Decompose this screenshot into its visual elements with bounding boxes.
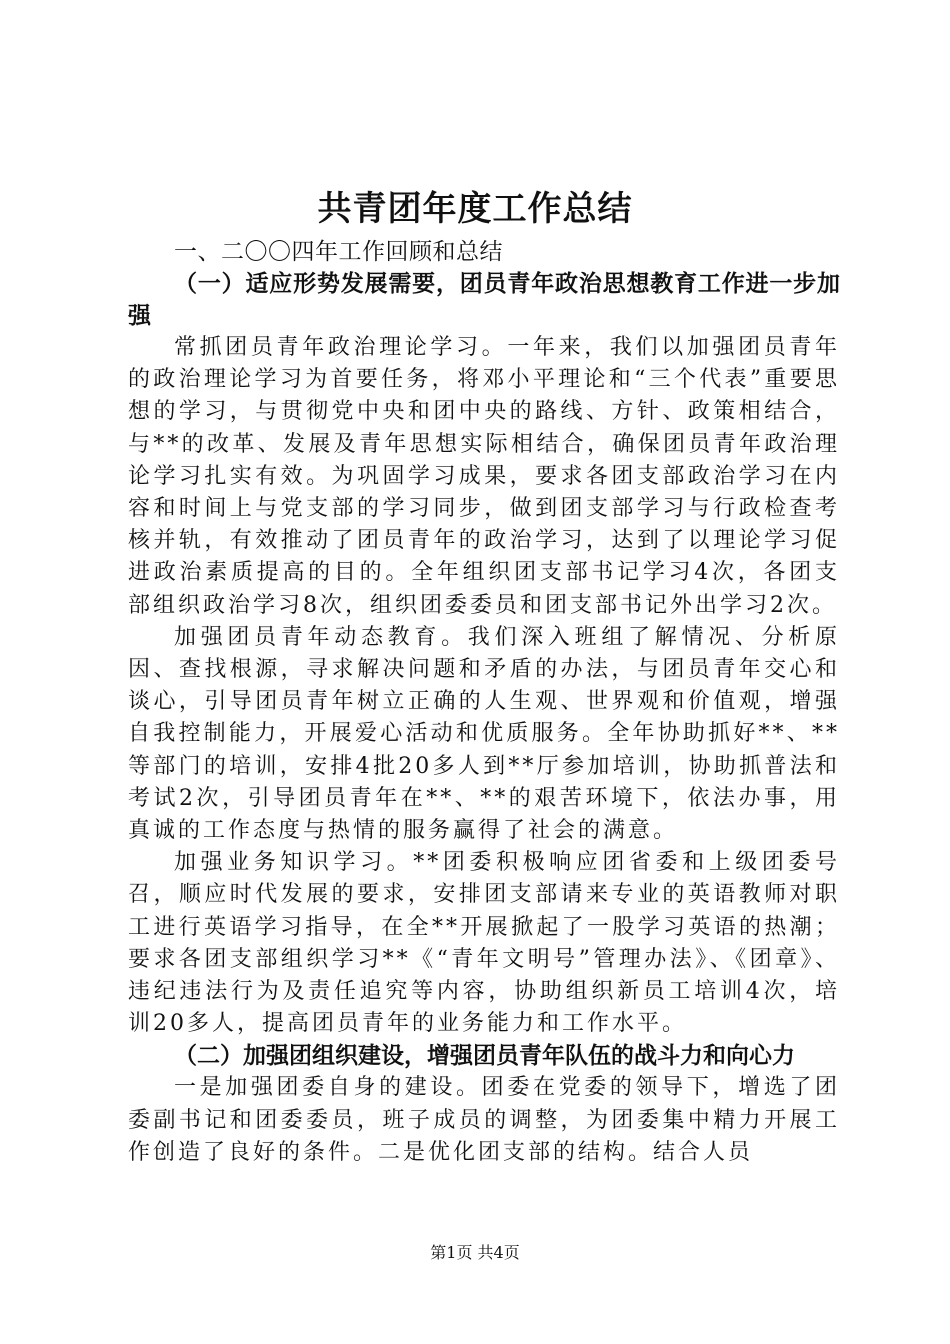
page-footer: 第1页 共4页 — [430, 1243, 520, 1262]
document-body — [128, 236, 840, 1169]
body-paragraph: 一是加强团委自身的建设。团委在党委的领导下，增选了团委副书记和团委委员，班子成员的调整，为团委集中精力开展工作创造了良好的条件。二是优化团支部的结构。结合人员 — [128, 1075, 840, 1165]
subsection-heading: （二）加强团组织建设，增强团员青年队伍的战斗力和向心力 — [174, 1043, 795, 1070]
section-heading: 一、二〇〇四年工作回顾和总结 — [174, 239, 503, 265]
body-paragraph: 加强团员青年动态教育。我们深入班组了解情况、分析原因、查找根源，寻求解决问题和矛盾的办法，与团员青年交心和谈心，引导团员青年树立正确的人生观、世界观和价值观，增强自我控制能力，开展爱心活动和优质服务。全年协助抓好**、**等部门的培训，安排4批20多人到**厅参加培训，协助抓普法和考试2次，引导团员青年在**、**的艰苦环境下，依法办事，用真诚的工作态度与热情的服务赢得了社会的满意。 — [128, 624, 840, 844]
body-paragraph: 常抓团员青年政治理论学习。一年来，我们以加强团员青年的政治理论学习为首要任务，将邓小平理论和“三个代表”重要思想的学习，与贯彻党中央和团中央的路线、方针、政策相结合，与**的改革、发展及青年思想实际相结合，确保团员青年政治理论学习扎实有效。为巩固学习成果，要求各团支部政治学习在内容和时间上与党支部的学习同步，做到团支部学习与行政检查考核并轨，有效推动了团员青年的政治学习，达到了以理论学习促进政治素质提高的目的。全年组织团支部书记学习4次，各团支部组织政治学习8次，组织团委委员和团支部书记外出学习2次。 — [128, 335, 840, 618]
subsection-heading: （一）适应形势发展需要，团员青年政治思想教育工作进一步加强 — [128, 271, 840, 329]
body-paragraph: 加强业务知识学习。**团委积极响应团省委和上级团委号召，顺应时代发展的要求，安排团支部请来专业的英语教师对职工进行英语学习指导，在全**开展掀起了一股学习英语的热潮；要求各团支部组织学习**《“青年文明号”管理办法》、《团章》、违纪违法行为及责任追究等内容，协助组织新员工培训4次，培训20多人，提高团员青年的业务能力和工作水平。 — [128, 850, 840, 1037]
document-title: 共青团年度工作总结 — [317, 189, 633, 229]
